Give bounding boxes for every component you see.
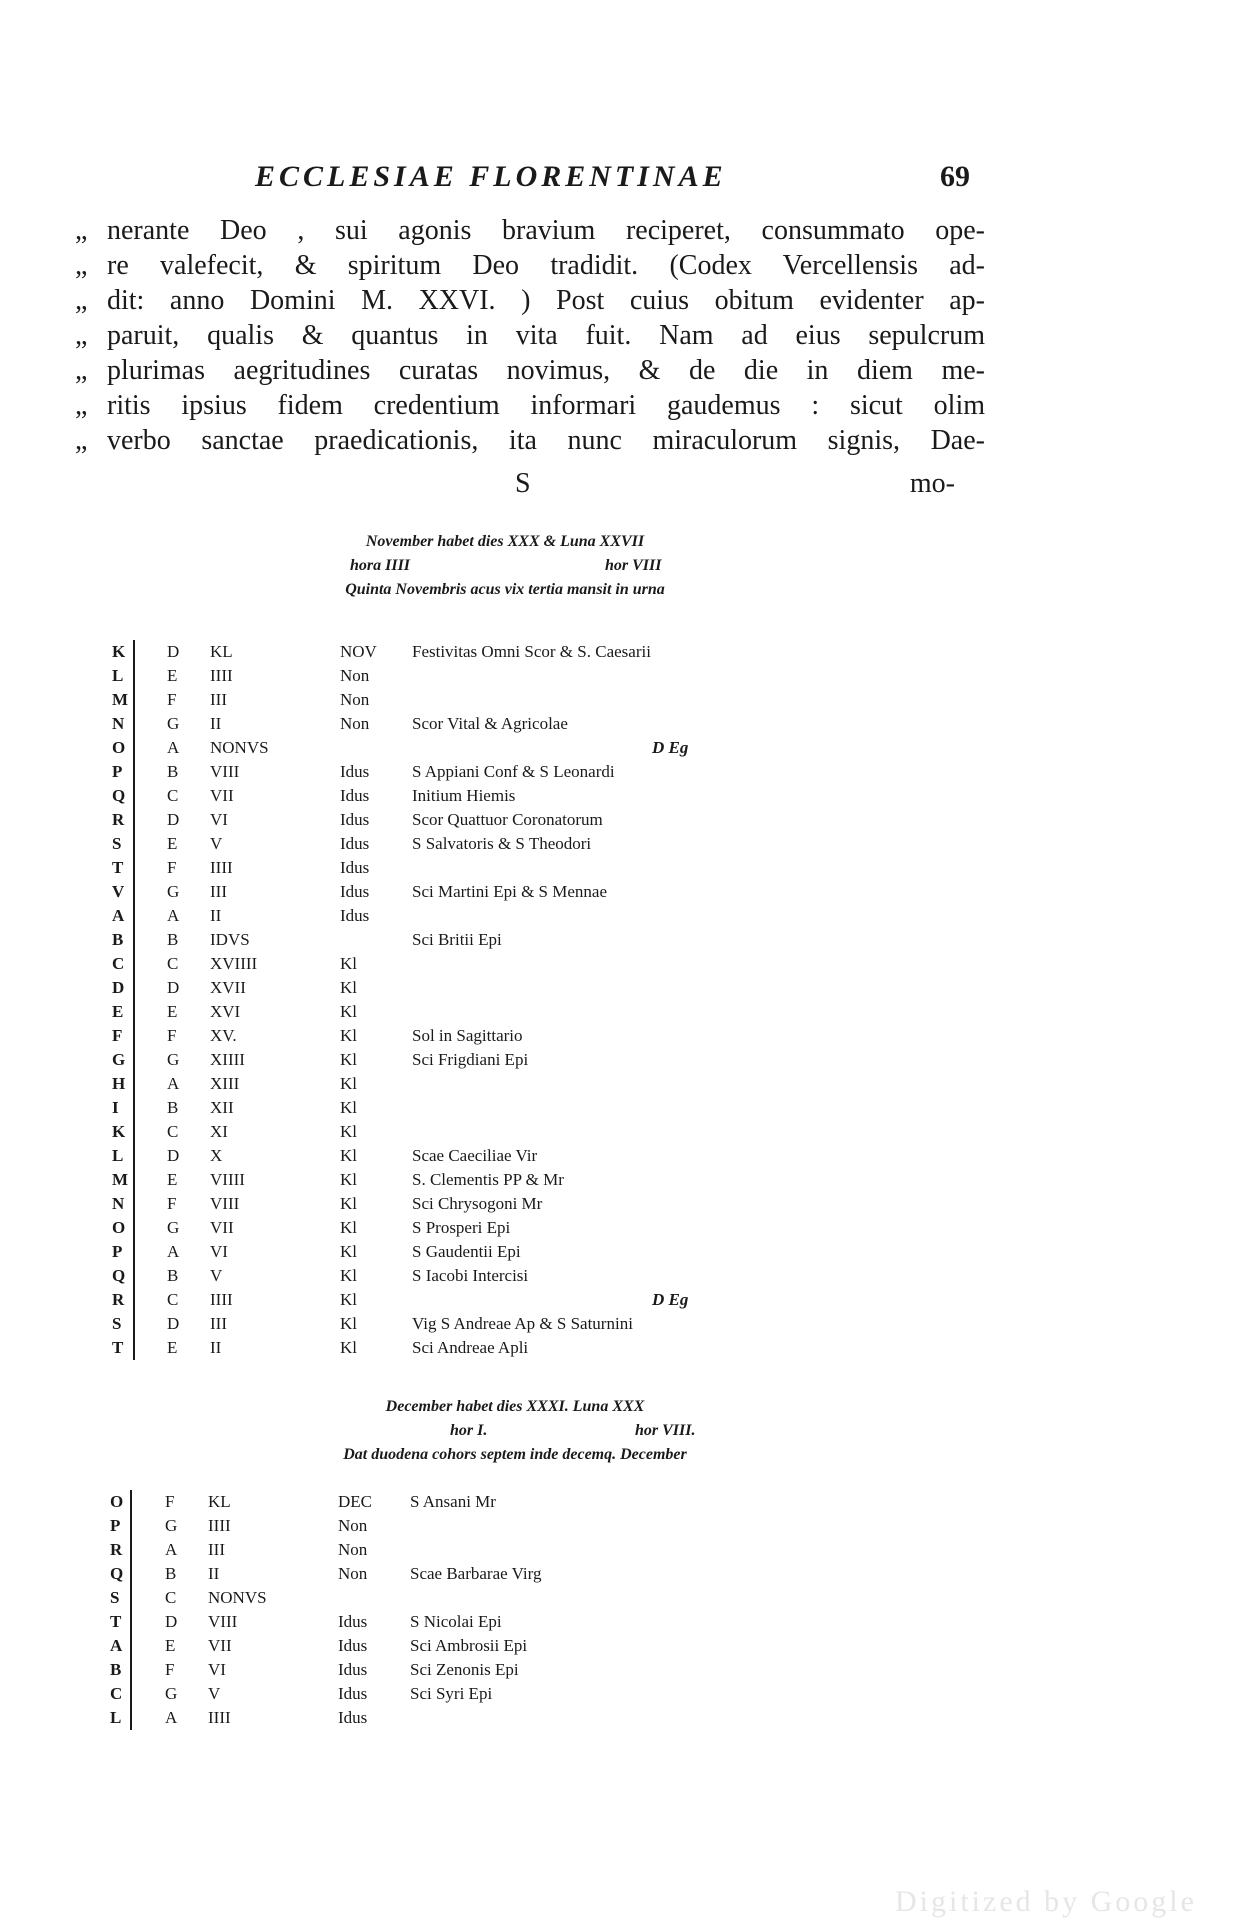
roman-day: IIII — [208, 1708, 231, 1727]
prose-text: nerante Deo , sui agonis bravium reciperet, consummato ope- — [107, 215, 985, 246]
ferial-letter: F — [167, 1026, 177, 1045]
december-row — [110, 1706, 810, 1730]
roman-day: VIIII — [210, 1170, 245, 1189]
dominical-letter: Q — [112, 786, 126, 805]
dominical-letter: K — [112, 642, 126, 661]
prose-text: verbo sanctae praedicationis, ita nunc miraculorum signis, Dae- — [107, 425, 985, 456]
dominical-letter: P — [112, 762, 123, 781]
ferial-letter: F — [165, 1492, 175, 1511]
ferial-letter: D — [167, 810, 180, 829]
roman-day: VII — [208, 1636, 232, 1655]
roman-day: XVIIII — [210, 954, 258, 973]
calendar-term: Kl — [340, 1050, 357, 1069]
dominical-letter: D — [112, 978, 125, 997]
calendar-term: Idus — [338, 1636, 368, 1655]
dominical-letter: S — [110, 1588, 120, 1607]
dominical-letter: S — [112, 1314, 122, 1333]
dominical-letter: P — [112, 1242, 123, 1261]
roman-day: XIII — [210, 1074, 240, 1093]
november-row — [112, 1216, 812, 1240]
ferial-letter: F — [167, 690, 177, 709]
november-row — [112, 904, 812, 928]
dominical-letter: O — [110, 1492, 124, 1511]
feast-entry: Scae Barbarae Virg — [410, 1564, 542, 1583]
roman-day: V — [210, 834, 223, 853]
prose-line — [75, 390, 985, 425]
roman-day: V — [208, 1684, 221, 1703]
dominical-letter: A — [110, 1636, 123, 1655]
prose-text: paruit, qualis & quantus in vita fuit. Nam ad eius sepulcrum — [107, 320, 985, 351]
feast-entry: S Iacobi Intercisi — [412, 1266, 529, 1285]
november-row — [112, 1264, 812, 1288]
calendar-term: Kl — [340, 1266, 357, 1285]
roman-day: IIII — [210, 666, 233, 685]
feast-entry: Sci Syri Epi — [410, 1684, 493, 1703]
november-row — [112, 736, 812, 760]
roman-day: IIII — [208, 1516, 231, 1535]
feast-entry: Sci Martini Epi & S Mennae — [412, 882, 608, 901]
roman-day: III — [210, 1314, 227, 1333]
december-header — [270, 1395, 760, 1467]
november-header-line1: November habet dies XXX & Luna XXVII — [365, 533, 645, 550]
prose-line — [75, 320, 985, 355]
dominical-letter: L — [112, 666, 124, 685]
calendar-term: Non — [338, 1516, 368, 1535]
calendar-term: Idus — [338, 1684, 368, 1703]
running-head — [240, 160, 970, 200]
feast-entry: Scae Caeciliae Vir — [412, 1146, 538, 1165]
feast-entry: S Appiani Conf & S Leonardi — [412, 762, 615, 781]
november-row — [112, 928, 812, 952]
signature-mark: S — [515, 468, 531, 499]
november-header-line3: Quinta Novembris acus vix tertia mansit in urna — [345, 581, 665, 598]
calendar-term: Idus — [340, 906, 370, 925]
dominical-letter: F — [112, 1026, 123, 1045]
calendar-term: Non — [340, 714, 370, 733]
prose-text: re valefecit, & spiritum Deo tradidit. (Codex Vercellensis ad- — [107, 250, 985, 281]
prose-line — [75, 425, 985, 460]
prose-text: ritis ipsius fidem credentium informari gaudemus : sicut olim — [107, 390, 985, 421]
ferial-letter: F — [165, 1660, 175, 1679]
november-row — [112, 1000, 812, 1024]
prose-line — [75, 215, 985, 250]
roman-day: III — [210, 882, 227, 901]
ferial-letter: E — [167, 1170, 178, 1189]
ferial-letter: A — [167, 906, 180, 925]
ferial-letter: B — [167, 1098, 179, 1117]
ferial-letter: G — [165, 1516, 178, 1535]
november-row — [112, 1288, 812, 1312]
page-number: 69 — [940, 160, 970, 193]
december-row — [110, 1514, 810, 1538]
ferial-letter: F — [167, 858, 177, 877]
calendar-term: NOV — [340, 642, 377, 661]
feast-entry: Sci Britii Epi — [412, 930, 502, 949]
calendar-term: Kl — [340, 978, 357, 997]
december-row — [110, 1586, 810, 1610]
calendar-term: Kl — [340, 1290, 357, 1309]
roman-day: X — [210, 1146, 223, 1165]
ferial-letter: A — [167, 1074, 180, 1093]
ferial-letter: A — [167, 738, 180, 757]
roman-day: II — [210, 1338, 222, 1357]
dominical-letter: L — [112, 1146, 124, 1165]
november-row — [112, 1072, 812, 1096]
dominical-letter: B — [112, 930, 124, 949]
calendar-term: Non — [338, 1564, 368, 1583]
calendar-term: Idus — [338, 1708, 368, 1727]
ferial-letter: C — [167, 786, 179, 805]
calendar-term: Idus — [340, 882, 370, 901]
quote-mark: „ — [75, 355, 88, 386]
november-row — [112, 808, 812, 832]
calendar-term: Idus — [338, 1660, 368, 1679]
roman-day: II — [210, 714, 222, 733]
ferial-letter: E — [167, 834, 178, 853]
ferial-letter: D — [167, 642, 180, 661]
dominical-letter: B — [110, 1660, 122, 1679]
ferial-letter: A — [165, 1540, 178, 1559]
december-header-line3: Dat duodena cohors septem inde decemq. December — [343, 1446, 687, 1463]
december-row — [110, 1562, 810, 1586]
feast-entry: Sol in Sagittario — [412, 1026, 523, 1045]
ferial-letter: G — [165, 1684, 178, 1703]
roman-day: XI — [210, 1122, 228, 1141]
ferial-letter: E — [167, 1002, 178, 1021]
ferial-letter: E — [165, 1636, 176, 1655]
november-row — [112, 1240, 812, 1264]
ferial-letter: A — [167, 1242, 180, 1261]
quote-mark: „ — [75, 320, 88, 351]
dominical-letter: R — [112, 1290, 125, 1309]
roman-day: VI — [208, 1660, 226, 1679]
calendar-term: Non — [340, 690, 370, 709]
dominical-letter: I — [112, 1098, 119, 1117]
prose-line — [75, 285, 985, 320]
ferial-letter: B — [165, 1564, 177, 1583]
calendar-term: Kl — [340, 954, 357, 973]
roman-day: VII — [210, 786, 234, 805]
november-row — [112, 1048, 812, 1072]
calendar-term: Idus — [340, 786, 370, 805]
november-row — [112, 976, 812, 1000]
page-title: ECCLESIAE FLORENTINAE — [255, 160, 727, 193]
dominical-letter: M — [112, 1170, 129, 1189]
ferial-letter: B — [167, 1266, 179, 1285]
feast-entry: Sci Frigdiani Epi — [412, 1050, 529, 1069]
november-row — [112, 760, 812, 784]
ferial-letter: G — [167, 882, 180, 901]
prose-text: plurimas aegritudines curatas novimus, & de die in diem me- — [107, 355, 985, 386]
calendar-term: Kl — [340, 1242, 357, 1261]
roman-day: VII — [210, 1218, 234, 1237]
quote-mark: „ — [75, 285, 88, 316]
december-header-line1: December habet dies XXXI. Luna XXX — [385, 1398, 645, 1415]
roman-day: VIII — [210, 1194, 240, 1213]
december-row — [110, 1490, 810, 1514]
ferial-letter: C — [167, 1290, 179, 1309]
calendar-term: Kl — [340, 1122, 357, 1141]
calendar-term: Kl — [340, 1194, 357, 1213]
calendar-term: Idus — [340, 810, 370, 829]
roman-day: XV. — [210, 1026, 237, 1045]
feast-entry: Sci Chrysogoni Mr — [412, 1194, 543, 1213]
dominical-letter: E — [112, 1002, 124, 1021]
roman-day: III — [208, 1540, 225, 1559]
calendar-term: Idus — [338, 1612, 368, 1631]
calendar-term: Kl — [340, 1314, 357, 1333]
december-row — [110, 1682, 810, 1706]
ferial-letter: C — [167, 1122, 179, 1141]
ferial-letter: C — [167, 954, 179, 973]
feast-entry: Festivitas Omni Scor & S. Caesarii — [412, 642, 651, 661]
november-row — [112, 1336, 812, 1360]
astro-note: D Eg — [652, 738, 689, 757]
november-row — [112, 664, 812, 688]
dominical-letter: R — [112, 810, 125, 829]
feast-entry: S Nicolai Epi — [410, 1612, 502, 1631]
feast-entry: Sci Andreae Apli — [412, 1338, 529, 1357]
dominical-letter: M — [112, 690, 129, 709]
november-row — [112, 1192, 812, 1216]
roman-day: KL — [210, 642, 233, 661]
dominical-letter: L — [110, 1708, 122, 1727]
december-calendar — [110, 1490, 810, 1730]
dominical-letter: T — [112, 858, 124, 877]
november-row — [112, 952, 812, 976]
dominical-letter: T — [110, 1612, 122, 1631]
calendar-term: Kl — [340, 1218, 357, 1237]
dominical-letter: O — [112, 1218, 126, 1237]
ferial-letter: D — [165, 1612, 178, 1631]
roman-day: XVII — [210, 978, 246, 997]
roman-day: IIII — [210, 1290, 233, 1309]
calendar-term: DEC — [338, 1492, 372, 1511]
dominical-letter: P — [110, 1516, 121, 1535]
dominical-letter: C — [112, 954, 125, 973]
roman-day: KL — [208, 1492, 231, 1511]
dominical-letter: N — [112, 1194, 125, 1213]
quote-mark: „ — [75, 425, 88, 456]
feast-entry: S. Clementis PP & Mr — [412, 1170, 564, 1189]
ferial-letter: F — [167, 1194, 177, 1213]
calendar-term: Non — [338, 1540, 368, 1559]
catchword: mo- — [909, 468, 955, 499]
november-row — [112, 880, 812, 904]
feast-entry: Sci Ambrosii Epi — [410, 1636, 528, 1655]
ferial-letter: C — [165, 1588, 177, 1607]
november-row — [112, 688, 812, 712]
ferial-letter: D — [167, 978, 180, 997]
feast-entry: S Ansani Mr — [410, 1492, 496, 1511]
november-hora-right: hor VIII — [605, 557, 662, 574]
ferial-letter: G — [167, 1218, 180, 1237]
dominical-letter: K — [112, 1122, 126, 1141]
roman-day: VIII — [208, 1612, 238, 1631]
dominical-letter: C — [110, 1684, 123, 1703]
roman-day: V — [210, 1266, 223, 1285]
november-header — [265, 530, 745, 602]
november-row — [112, 856, 812, 880]
november-row — [112, 1024, 812, 1048]
prose-block — [75, 215, 985, 460]
quote-mark: „ — [75, 215, 88, 246]
dominical-letter: S — [112, 834, 122, 853]
dominical-letter: V — [112, 882, 125, 901]
dominical-letter: Q — [112, 1266, 126, 1285]
roman-day: IDVS — [210, 930, 250, 949]
november-row — [112, 784, 812, 808]
dominical-letter: A — [112, 906, 125, 925]
roman-day: NONVS — [208, 1588, 267, 1607]
roman-day: XIIII — [210, 1050, 245, 1069]
calendar-term: Idus — [340, 834, 370, 853]
roman-day: II — [208, 1564, 220, 1583]
dominical-letter: Q — [110, 1564, 124, 1583]
calendar-term: Kl — [340, 1002, 357, 1021]
november-row — [112, 1096, 812, 1120]
ferial-letter: G — [167, 1050, 180, 1069]
december-row — [110, 1634, 810, 1658]
ferial-letter: E — [167, 1338, 178, 1357]
dominical-letter: H — [112, 1074, 126, 1093]
roman-day: NONVS — [210, 738, 269, 757]
november-hora-left: hora IIII — [350, 557, 411, 574]
dominical-letter: R — [110, 1540, 123, 1559]
december-row — [110, 1538, 810, 1562]
ferial-letter: D — [167, 1146, 180, 1165]
feast-entry: Sci Zenonis Epi — [410, 1660, 519, 1679]
calendar-term: Kl — [340, 1170, 357, 1189]
roman-day: III — [210, 690, 227, 709]
december-row — [110, 1610, 810, 1634]
feast-entry: Scor Vital & Agricolae — [412, 714, 568, 733]
astro-note: D Eg — [652, 1290, 689, 1309]
quote-mark: „ — [75, 390, 88, 421]
november-row — [112, 1144, 812, 1168]
feast-entry: S Prosperi Epi — [412, 1218, 511, 1237]
feast-entry: Initium Hiemis — [412, 786, 516, 805]
prose-text: dit: anno Domini M. XXVI. ) Post cuius obitum evidenter ap- — [107, 285, 985, 316]
feast-entry: S Gaudentii Epi — [412, 1242, 521, 1261]
calendar-term: Kl — [340, 1338, 357, 1357]
december-row — [110, 1658, 810, 1682]
prose-line — [75, 355, 985, 390]
ferial-letter: E — [167, 666, 178, 685]
calendar-term: Idus — [340, 762, 370, 781]
december-hora-left: hor I. — [450, 1422, 488, 1439]
roman-day: VI — [210, 810, 228, 829]
quote-mark: „ — [75, 250, 88, 281]
december-hora-right: hor VIII. — [635, 1422, 696, 1439]
catch-line — [75, 468, 955, 502]
feast-entry: Vig S Andreae Ap & S Saturnini — [412, 1314, 633, 1333]
roman-day: XVI — [210, 1002, 241, 1021]
calendar-term: Idus — [340, 858, 370, 877]
november-calendar — [112, 640, 812, 1360]
dominical-letter: N — [112, 714, 125, 733]
dominical-letter: G — [112, 1050, 126, 1069]
ferial-letter: B — [167, 930, 179, 949]
roman-day: II — [210, 906, 222, 925]
november-row — [112, 1120, 812, 1144]
prose-line — [75, 250, 985, 285]
dominical-letter: O — [112, 738, 126, 757]
ferial-letter: G — [167, 714, 180, 733]
calendar-term: Kl — [340, 1026, 357, 1045]
roman-day: VI — [210, 1242, 228, 1261]
calendar-term: Non — [340, 666, 370, 685]
roman-day: IIII — [210, 858, 233, 877]
roman-day: VIII — [210, 762, 240, 781]
november-row — [112, 1312, 812, 1336]
feast-entry: Scor Quattuor Coronatorum — [412, 810, 603, 829]
ferial-letter: A — [165, 1708, 178, 1727]
november-row — [112, 1168, 812, 1192]
november-row — [112, 640, 812, 664]
november-row — [112, 712, 812, 736]
watermark: Digitized by Google — [895, 1885, 1197, 1918]
november-row — [112, 832, 812, 856]
feast-entry: S Salvatoris & S Theodori — [412, 834, 592, 853]
ferial-letter: B — [167, 762, 179, 781]
calendar-term: Kl — [340, 1146, 357, 1165]
ferial-letter: D — [167, 1314, 180, 1333]
dominical-letter: T — [112, 1338, 124, 1357]
roman-day: XII — [210, 1098, 234, 1117]
calendar-term: Kl — [340, 1074, 357, 1093]
calendar-term: Kl — [340, 1098, 357, 1117]
